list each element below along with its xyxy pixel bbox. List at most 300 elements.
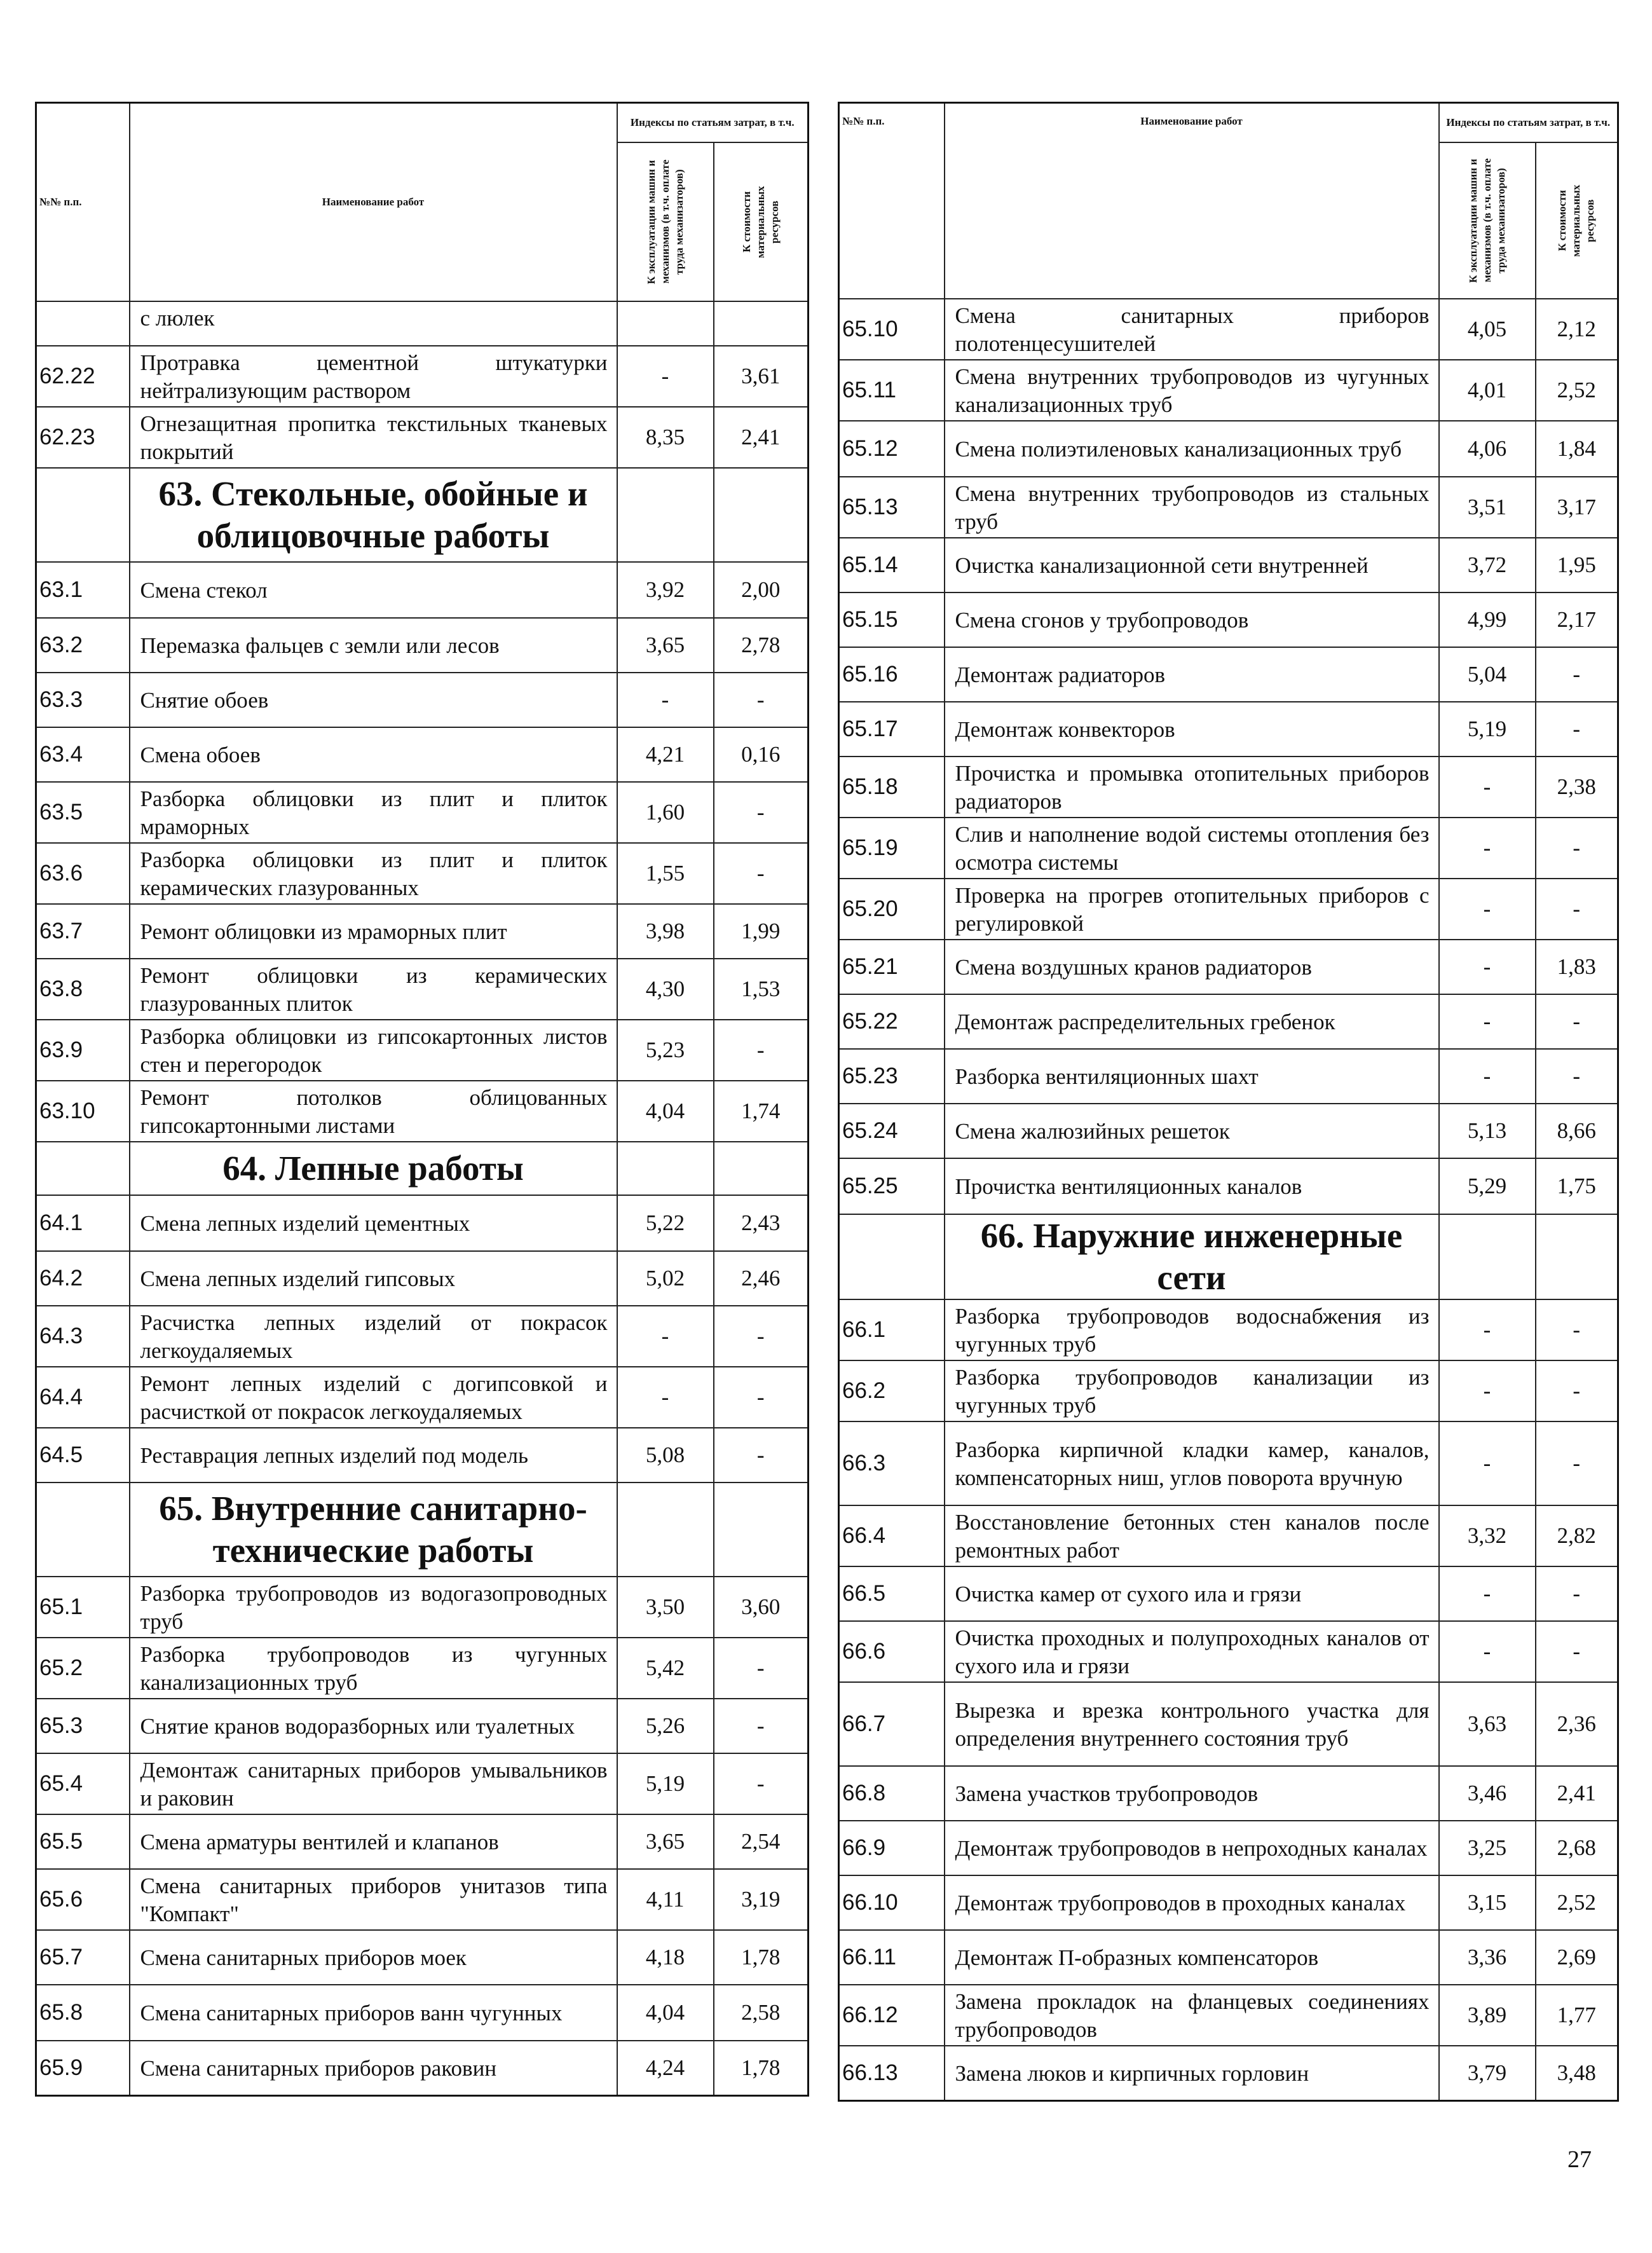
right-table-body [839,299,1618,2100]
materials-index: - [714,1428,809,1483]
table-row [839,477,1618,538]
machines-index: 4,04 [617,1985,714,2041]
machines-index: 5,19 [1439,702,1536,757]
section-k1-cell [617,468,714,562]
machines-index: - [1439,1299,1536,1360]
machines-index: - [617,1306,714,1367]
table-row [36,1306,809,1367]
machines-index: 3,92 [617,562,714,618]
work-name: Демонтаж трубопроводов в непроходных каналах [945,1821,1439,1875]
materials-index: - [714,673,809,727]
materials-index: 2,52 [1536,1875,1618,1930]
work-name: Разборка трубопроводов водоснабжения из чугунных труб [945,1299,1439,1360]
table-row [839,1766,1618,1821]
row-number: 66.4 [839,1505,945,1566]
materials-index: 1,78 [714,2041,809,2095]
machines-index: 5,08 [617,1428,714,1483]
table-row [36,301,809,346]
materials-index: - [714,1367,809,1428]
materials-index: - [1536,818,1618,879]
work-name: Замена участков трубопроводов [945,1766,1439,1821]
table-row [839,702,1618,757]
machines-index: 4,01 [1439,360,1536,421]
materials-index: - [714,1020,809,1081]
row-number: 65.9 [36,2041,130,2095]
row-number: 66.5 [839,1566,945,1621]
materials-index: - [1536,879,1618,940]
materials-index: - [714,843,809,904]
table-row [839,1158,1618,1214]
machines-index: 3,25 [1439,1821,1536,1875]
work-name: Слив и наполнение водой системы отопления без осмотра системы [945,818,1439,879]
section-k1-cell [617,1142,714,1195]
machines-index: 4,06 [1439,421,1536,477]
machines-index: 5,29 [1439,1158,1536,1214]
table-row [36,407,809,468]
materials-index: - [1536,994,1618,1049]
section-row [36,1142,809,1195]
row-number: 63.10 [36,1081,130,1142]
materials-index: 0,16 [714,727,809,782]
work-name: Разборка облицовки из гипсокартонных листов стен и перегородок [130,1020,617,1081]
table-row [839,1299,1618,1360]
work-name: Вырезка и врезка контрольного участка для определения внутреннего состояния труб [945,1682,1439,1766]
machines-index: 4,24 [617,2041,714,2095]
row-number: 65.14 [839,538,945,592]
work-name: Ремонт лепных изделий с догипсовкой и расчисткой от покрасок легкоудаляемых [130,1367,617,1428]
table-row [839,592,1618,647]
materials-index: 1,83 [1536,940,1618,994]
work-name: Разборка трубопроводов из чугунных канализационных труб [130,1638,617,1699]
table-row [839,818,1618,879]
row-number: 65.8 [36,1985,130,2041]
table-row [36,843,809,904]
table-row [36,1577,809,1638]
row-number: 64.5 [36,1428,130,1483]
row-number: 65.10 [839,299,945,360]
machines-index: 3,98 [617,904,714,959]
row-number: 66.6 [839,1621,945,1682]
table-row [839,1505,1618,1566]
section-k2-cell [1536,1214,1618,1299]
work-name: Смена санитарных приборов раковин [130,2041,617,2095]
machines-index: 5,22 [617,1195,714,1251]
row-number: 63.7 [36,904,130,959]
materials-index: 3,48 [1536,2046,1618,2100]
machines-index: 8,35 [617,407,714,468]
machines-index: 3,65 [617,1814,714,1869]
work-name: Ремонт облицовки из керамических глазурованных плиток [130,959,617,1020]
header-materials-cell [1536,142,1618,299]
row-number: 63.4 [36,727,130,782]
machines-index: 3,65 [617,618,714,673]
section-title: 64. Лепные работы [130,1142,617,1195]
work-name: Снятие кранов водоразборных или туалетных [130,1699,617,1753]
table-row [36,673,809,727]
row-number: 65.12 [839,421,945,477]
table-row [36,1814,809,1869]
materials-index: 2,38 [1536,757,1618,818]
materials-index: - [1536,647,1618,702]
row-number: 65.17 [839,702,945,757]
work-name: Смена арматуры вентилей и клапанов [130,1814,617,1869]
work-name: Замена прокладок на фланцевых соединениях трубопроводов [945,1985,1439,2046]
machines-index: - [1439,940,1536,994]
section-row [36,1483,809,1577]
row-number: 63.2 [36,618,130,673]
materials-index: 1,75 [1536,1158,1618,1214]
materials-index: 2,52 [1536,360,1618,421]
row-number: 65.20 [839,879,945,940]
work-name: Перемазка фальцев с земли или лесов [130,618,617,673]
machines-index: 3,32 [1439,1505,1536,1566]
row-number: 66.9 [839,1821,945,1875]
table-row [839,994,1618,1049]
work-name: Проверка на прогрев отопительных приборов с регулировкой [945,879,1439,940]
row-number: 63.1 [36,562,130,618]
machines-index: 4,21 [617,727,714,782]
machines-index: 4,18 [617,1930,714,1985]
materials-index: 2,12 [1536,299,1618,360]
table-row [839,1682,1618,1766]
work-name: Очистка канализационной сети внутренней [945,538,1439,592]
materials-index: 3,19 [714,1869,809,1930]
table-row [839,538,1618,592]
materials-index: 2,54 [714,1814,809,1869]
table-row [839,1621,1618,1682]
machines-index: - [1439,1621,1536,1682]
materials-index: 3,61 [714,346,809,407]
work-name: Разборка трубопроводов канализации из чугунных труб [945,1360,1439,1421]
machines-index: 3,89 [1439,1985,1536,2046]
table-row [839,299,1618,360]
materials-index: - [1536,1621,1618,1682]
work-name: Смена внутренних трубопроводов из чугунных канализационных труб [945,360,1439,421]
machines-index: 3,63 [1439,1682,1536,1766]
page-number: 27 [1567,2146,1592,2173]
row-number: 63.5 [36,782,130,843]
row-number: 65.6 [36,1869,130,1930]
machines-index: 3,36 [1439,1930,1536,1985]
machines-index: 5,26 [617,1699,714,1753]
machines-index: - [617,1367,714,1428]
work-name: Смена лепных изделий гипсовых [130,1251,617,1306]
materials-index: 3,17 [1536,477,1618,538]
materials-index: 2,43 [714,1195,809,1251]
table-row [36,1020,809,1081]
work-name: Смена санитарных приборов унитазов типа "Компакт" [130,1869,617,1930]
machines-index: 5,23 [617,1020,714,1081]
work-name: Протравка цементной штукатурки нейтрализующим раствором [130,346,617,407]
row-number: 66.8 [839,1766,945,1821]
materials-index: - [1536,1299,1618,1360]
table-row [839,1566,1618,1621]
materials-index: 2,82 [1536,1505,1618,1566]
materials-index: - [714,1638,809,1699]
row-number: 65.2 [36,1638,130,1699]
machines-index: 5,19 [617,1753,714,1814]
work-name: Демонтаж распределительных гребенок [945,994,1439,1049]
header-materials: К стоимости материальных ресурсов [740,186,781,258]
materials-index: 2,69 [1536,1930,1618,1985]
table-row [839,1821,1618,1875]
machines-index: 4,04 [617,1081,714,1142]
header-index-group: Индексы по статьям затрат, в т.ч. [1439,103,1618,143]
section-num-cell [36,1142,130,1195]
materials-index: 1,74 [714,1081,809,1142]
materials-index: 1,78 [714,1930,809,1985]
work-name: Ремонт потолков облицованных гипсокартонными листами [130,1081,617,1142]
machines-index: 4,05 [1439,299,1536,360]
row-number: 66.3 [839,1421,945,1505]
materials-index: - [714,1753,809,1814]
right-price-index-table [838,102,1619,2102]
machines-index: 3,15 [1439,1875,1536,1930]
work-name: Демонтаж П-образных компенсаторов [945,1930,1439,1985]
work-name: Прочистка и промывка отопительных приборов радиаторов [945,757,1439,818]
table-row [839,879,1618,940]
machines-index: 3,79 [1439,2046,1536,2100]
materials-index: - [1536,702,1618,757]
machines-index: - [617,673,714,727]
machines-index [617,301,714,346]
section-num-cell [36,468,130,562]
work-name: Демонтаж конвекторов [945,702,1439,757]
materials-index: 2,17 [1536,592,1618,647]
table-row [36,1081,809,1142]
table-row [36,959,809,1020]
header-materials-cell [714,142,809,301]
row-number: 65.22 [839,994,945,1049]
row-number: 65.11 [839,360,945,421]
table-row [839,1360,1618,1421]
materials-index: - [714,1699,809,1753]
table-row [36,2041,809,2095]
row-number: 65.25 [839,1158,945,1214]
materials-index: 2,78 [714,618,809,673]
materials-index: 2,58 [714,1985,809,2041]
table-row [36,1869,809,1930]
work-name: Демонтаж радиаторов [945,647,1439,702]
header-machines: К эксплуатации машин и механизмов (в т.ч. оплате труда механизаторов) [645,160,685,284]
work-name: Замена люков и кирпичных горловин [945,2046,1439,2100]
row-number: 65.3 [36,1699,130,1753]
machines-index: 3,72 [1439,538,1536,592]
table-row [36,562,809,618]
header-machines: К эксплуатации машин и механизмов (в т.ч. оплате труда механизаторов) [1466,158,1507,283]
work-name: Смена санитарных приборов моек [130,1930,617,1985]
section-row [839,1214,1618,1299]
table-row [36,727,809,782]
table-row [839,360,1618,421]
machines-index: - [1439,818,1536,879]
row-number: 65.23 [839,1049,945,1104]
header-machines-cell [1439,142,1536,299]
row-number: 63.8 [36,959,130,1020]
work-name: Смена лепных изделий цементных [130,1195,617,1251]
machines-index: 5,13 [1439,1104,1536,1158]
left-price-index-table [35,102,809,2097]
materials-index: 2,46 [714,1251,809,1306]
work-name: Огнезащитная пропитка текстильных тканевых покрытий [130,407,617,468]
materials-index: 8,66 [1536,1104,1618,1158]
work-name: Расчистка лепных изделий от покрасок легкоудаляемых [130,1306,617,1367]
header-machines-cell [617,142,714,301]
work-name: Смена санитарных приборов ванн чугунных [130,1985,617,2041]
row-number: 62.23 [36,407,130,468]
table-row [36,1985,809,2041]
work-name: Восстановление бетонных стен каналов после ремонтных работ [945,1505,1439,1566]
row-number: 65.16 [839,647,945,702]
row-number: 66.1 [839,1299,945,1360]
row-number: 65.4 [36,1753,130,1814]
row-number: 65.21 [839,940,945,994]
table-row [36,1428,809,1483]
row-number: 66.13 [839,2046,945,2100]
machines-index: 4,30 [617,959,714,1020]
section-k1-cell [1439,1214,1536,1299]
table-row [36,1251,809,1306]
table-row [839,421,1618,477]
machines-index: - [1439,1421,1536,1505]
header-num: №№ п.п. [839,103,945,299]
materials-index: 1,77 [1536,1985,1618,2046]
machines-index: 5,42 [617,1638,714,1699]
materials-index: 1,53 [714,959,809,1020]
table-row [839,1930,1618,1985]
row-number: 63.3 [36,673,130,727]
work-name: Смена жалюзийных решеток [945,1104,1439,1158]
header-name: Наименование работ [945,103,1439,299]
work-name: Смена полиэтиленовых канализационных труб [945,421,1439,477]
table-row [36,618,809,673]
table-row [839,940,1618,994]
materials-index: 1,95 [1536,538,1618,592]
row-number: 65.5 [36,1814,130,1869]
table-row [36,1638,809,1699]
row-number: 63.6 [36,843,130,904]
materials-index: - [1536,1566,1618,1621]
machines-index: 5,02 [617,1251,714,1306]
section-k2-cell [714,468,809,562]
table-row [36,346,809,407]
materials-index: - [714,1306,809,1367]
row-number: 65.19 [839,818,945,879]
row-number: 65.24 [839,1104,945,1158]
row-number: 64.2 [36,1251,130,1306]
row-number: 65.18 [839,757,945,818]
header-index-group: Индексы по статьям затрат, в т.ч. [617,103,809,143]
work-name: Очистка проходных и полупроходных каналов от сухого ила и грязи [945,1621,1439,1682]
work-name: с люлек [130,301,617,346]
row-number: 62.22 [36,346,130,407]
header-num: №№ п.п. [36,103,130,302]
section-title: 63. Стекольные, обойные и облицовочные работы [130,468,617,562]
work-name: Ремонт облицовки из мраморных плит [130,904,617,959]
work-name: Смена обоев [130,727,617,782]
row-number: 65.7 [36,1930,130,1985]
left-table-body [36,301,809,2095]
work-name: Очистка камер от сухого ила и грязи [945,1566,1439,1621]
table-row [839,1104,1618,1158]
work-name: Реставрация лепных изделий под модель [130,1428,617,1483]
materials-index: 2,68 [1536,1821,1618,1875]
work-name: Разборка кирпичной кладки камер, каналов, компенсаторных ниш, углов поворота вручную [945,1421,1439,1505]
table-row [839,1875,1618,1930]
work-name: Разборка облицовки из плит и плиток керамических глазурованных [130,843,617,904]
work-name: Смена санитарных приборов полотенцесушителей [945,299,1439,360]
table-row [839,1421,1618,1505]
machines-index: 3,46 [1439,1766,1536,1821]
row-number: 63.9 [36,1020,130,1081]
section-title: 66. Наружние инженерные сети [945,1214,1439,1299]
work-name: Демонтаж трубопроводов в проходных каналах [945,1875,1439,1930]
materials-index: 2,00 [714,562,809,618]
work-name: Смена стекол [130,562,617,618]
materials-index: 2,41 [1536,1766,1618,1821]
machines-index: - [617,346,714,407]
row-number: 64.3 [36,1306,130,1367]
header-materials: К стоимости материальных ресурсов [1556,184,1597,257]
work-name: Разборка вентиляционных шахт [945,1049,1439,1104]
machines-index: - [1439,1566,1536,1621]
row-number: 65.13 [839,477,945,538]
table-row [839,647,1618,702]
row-number: 66.11 [839,1930,945,1985]
row-number: 64.4 [36,1367,130,1428]
table-row [36,1930,809,1985]
materials-index: 2,41 [714,407,809,468]
table-row [36,782,809,843]
materials-index: 3,60 [714,1577,809,1638]
materials-index: 1,99 [714,904,809,959]
table-row [839,1049,1618,1104]
row-number: 66.2 [839,1360,945,1421]
machines-index: 4,99 [1439,592,1536,647]
materials-index [714,301,809,346]
materials-index: 2,36 [1536,1682,1618,1766]
table-row [36,1195,809,1251]
machines-index: 3,51 [1439,477,1536,538]
table-row [36,1367,809,1428]
table-row [36,1699,809,1753]
row-number [36,301,130,346]
row-number: 65.15 [839,592,945,647]
section-k2-cell [714,1483,809,1577]
row-number: 66.7 [839,1682,945,1766]
materials-index: 1,84 [1536,421,1618,477]
work-name: Смена внутренних трубопроводов из стальных труб [945,477,1439,538]
table-row [36,904,809,959]
section-title: 65. Внутренние санитарно-технические работы [130,1483,617,1577]
work-name: Разборка облицовки из плит и плиток мраморных [130,782,617,843]
machines-index: - [1439,1360,1536,1421]
row-number: 66.12 [839,1985,945,2046]
row-number: 64.1 [36,1195,130,1251]
materials-index: - [1536,1360,1618,1421]
machines-index: 1,55 [617,843,714,904]
work-name: Прочистка вентиляционных каналов [945,1158,1439,1214]
row-number: 66.10 [839,1875,945,1930]
header-name: Наименование работ [130,103,617,302]
machines-index: 1,60 [617,782,714,843]
table-row [839,757,1618,818]
work-name: Демонтаж санитарных приборов умывальников и раковин [130,1753,617,1814]
machines-index: 5,04 [1439,647,1536,702]
machines-index: 3,50 [617,1577,714,1638]
machines-index: - [1439,1049,1536,1104]
section-k1-cell [617,1483,714,1577]
